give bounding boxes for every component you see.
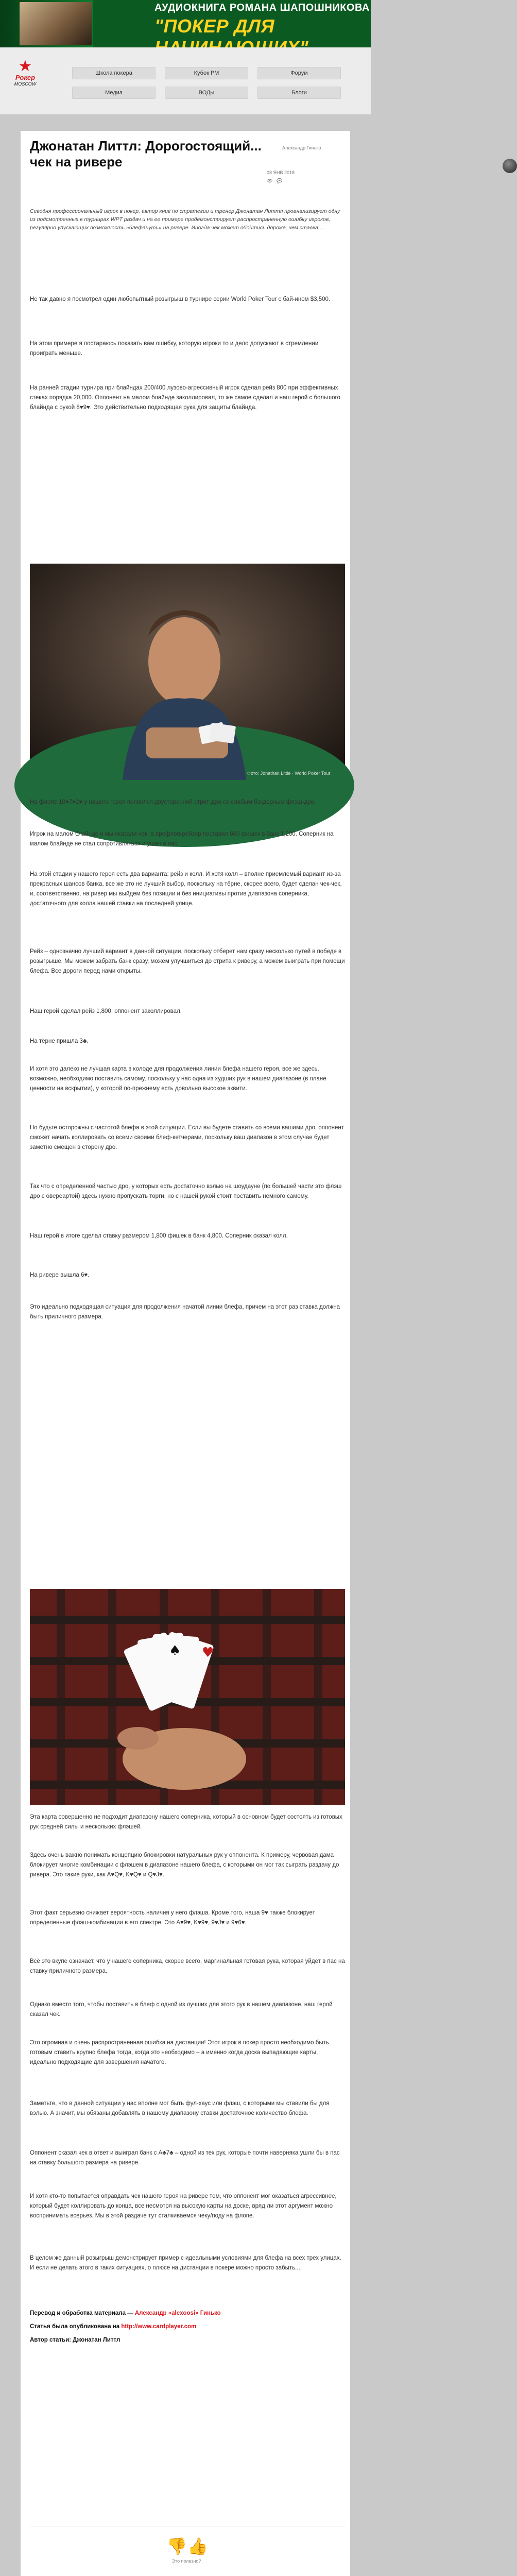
photo-cards-in-hand <box>30 1589 345 1805</box>
nav-blogs[interactable]: Блоги <box>257 87 341 99</box>
paragraph: Заметьте, что в данной ситуации у нас вполне мог быть фул-хаус или флэш, с которыми мы ставили бы для вэлью. А значит, мы обязаны добавлять в нашему диапазону ставки достаточное количество блефа. <box>30 2100 330 2116</box>
paragraph: На тёрне пришла 3♣. <box>30 1038 89 1044</box>
paragraph: И хотя кто-то попытается оправдать чек нашего героя на ривере тем, что оппонент мог оказаться агрессивнее, который будет коллировать до конца, все несмотря на высокую карты на доске, вряд ли этот аргумент можно воспринимать всерьез. Мы в этой раздаче тут сталкиваемся чеку/поду на флопе. <box>30 2193 337 2219</box>
banner-line1: АУДИОКНИГА РОМАНА ШАПОШНИКОВА <box>154 2 370 13</box>
site-header <box>0 47 371 114</box>
paragraph: Не так давно я посмотрел один любопытный розыгрыш в турнире серии World Poker Tour с бай-ином $3,500. <box>30 296 331 302</box>
paragraph: В целом же данный розыгрыш демонстрирует пример с идеальными условиями для блефа на всех трех улицах. И если не делать этого в таких ситуациях, о плюсе на дистанции в покере можно просто забыть.... <box>30 2255 341 2271</box>
vote-label: Это полезно? <box>171 2558 201 2564</box>
eye-icon: 👁 · 💬 <box>267 178 283 183</box>
paragraph: На ранней стадии турнира при блайндах 200/400 лузово-агрессивный игрок сделал рейз 800 при эффективных стеках порядка 20,000. Оппонент на малом блайнде заколлировал, то же самое сделал и наш герой с большого блайнда с рукой 8♥9♥. Это действительно подходящая рука для защиты блайнда. <box>30 385 340 411</box>
paragraph: Здесь очень важно понимать концепцию блокировки натуральных рук у оппонента. К примеру, червовая дама блокирует многие комбинации с флэшем в диапазоне нашего блефа, с которыми он мог так сыграть раздачу до ривера. Это такие руки, как A♥Q♥, K♥Q♥ и Q♥J♥. <box>30 1852 339 1878</box>
svg-text:♠: ♠ <box>169 1643 181 1658</box>
cards-photo-illustration <box>30 1589 345 1805</box>
source-link[interactable]: http://www.cardplayer.com <box>121 2324 197 2330</box>
paragraph: Оппонент сказал чек в ответ и выиграл банк с A♣7♣ – одной из тех рук, которые почти наверняка ушли бы в пас на ставку большого размера на ривере. <box>30 2150 340 2166</box>
banner-photo <box>20 2 92 45</box>
paragraph: Всё это вкупе означает, что у нашего соперника, скорее всего, маргинальная готовая рука, которая уйдет в пас на ставку приличного размера. <box>30 1958 345 1974</box>
paragraph: Наш герой сделал рейз 1,800, оппонент заколлировал. <box>30 1008 182 1014</box>
thumbs-up-icon[interactable]: 👍 <box>187 2537 209 2555</box>
paragraph: И хотя это далеко не лучшая карта в колоде для продолжения линии блефа нашего героя, все же здесь, возможно, необходимо поставить самому, поскольку у нас одна из худших рук в нашем диапазоне (в плане ценности на вскрытии), у которой по-прежнему есть довольно высокое эквити. <box>30 1066 326 1092</box>
translation-author-link[interactable]: Александр «alexoosi» Гинько <box>134 2310 221 2316</box>
nav-cup[interactable]: Кубок РМ <box>165 67 248 79</box>
published-label: Статья была опубликована на <box>30 2324 120 2330</box>
paragraph: Этот факт серьезно снижает вероятность наличия у него флэша. Кроме того, наша 9♥ также блокирует определенные флэш-комбинации в его спектре. Это A♥9♥, K♥9♥, 9♥J♥ и 9♥6♥. <box>30 1910 315 1926</box>
paragraph: Эта карта совершенно не подходит диапазону нашего соперника, который в основном будет состоять из готовых рук средней силы и нескольких флэшей. <box>30 1814 342 1830</box>
paragraph: Это идеально подходящая ситуация для продолжения начатой линии блефа, причем на этот раз ставка должна быть приличного размера. <box>30 1304 340 1320</box>
paragraph: Это огромная и очень распространенная ошибка на дистанции! Этот игрок в покер просто необходимо быть готовым ставить крупно блефа тогда, когда это необходимо – а именно когда доска выпадающие карты, идеально подходящие для завершения начатого. <box>30 2040 329 2065</box>
nav-media[interactable]: Медиа <box>72 87 156 99</box>
article-lead: Сегодня профессиональный игрок в покер, автор книг по стратегии и тренер Джонатан Литтл проанализирует одну из подсмотренных в турнирах WPT раздач и на ее примере продемонстрирует распространенную ошибку игроков, регулярно упускающих возможность «блефануть» на ривере. Иногда чек может обойтись дороже, чем ставка.... <box>30 208 340 231</box>
paragraph: На этой стадии у нашего героя есть два варианта: рейз и колл. И хотя колл – вполне приемлемый вариант из-за прекрасных шансов банка, все же это не лучший выбор, поскольку на тёрне, скорее всего, будет сделан чек-чек, и, соответственно, на ривер мы выйдем без позиции и без инициативы против диапазона соперника, достаточного для колла нашей ставки на последней улице. <box>30 871 342 907</box>
translation-credit <box>30 2310 221 2316</box>
article-title: Джонатан Литтл: Дорогостоящий... чек на ривере <box>30 138 262 170</box>
star-icon: ★ <box>18 58 32 75</box>
logo-name: Рокер <box>15 74 36 81</box>
translation-label: Перевод и обработка материала — <box>30 2310 133 2316</box>
top-banner[interactable] <box>0 0 371 47</box>
paragraph: На флопе 10♥7♥2♥ у нашего героя появился двусторонний стрит-дро со слабым бэкдорным флэш-дро. <box>30 799 316 805</box>
paragraph: Рейз – однозначно лучший вариант в данной ситуации, поскольку отберет нам сразу несколько путей в победе в розыгрыше. Мы можем забрать банк сразу, можем улучшиться до стрита к риверу, а можем выиграть при помощи блефа. Все дороги перед нами открыты. <box>30 948 345 974</box>
paragraph: На этом примере я постараюсь показать вам ошибку, которую игроки то и дело допускают в стремлении проиграть меньше. <box>30 341 319 357</box>
thumbs-down-icon[interactable]: 👎 <box>166 2537 187 2555</box>
author-name[interactable]: Александр Гинько <box>282 145 321 150</box>
paragraph: Игрок на малом блайнде и мы сказали чек, а префлоп-рейзер поставил 600 фишек в банк 1,200. Соперник на малом блайнде не стал сопротивляться и ушел в пас. <box>30 831 334 847</box>
nav-forum[interactable]: Форум <box>257 67 341 79</box>
banner-line2: "ПОКЕР ДЛЯ <box>154 15 275 37</box>
author-credit: Автор статьи: Джонатан Литтл <box>30 2337 120 2343</box>
paragraph: Наш герой в итоге сделал ставку размером 1,800 фишек в банк 4,800. Соперник сказал колл. <box>30 1233 288 1239</box>
photo-player-at-table <box>30 564 345 780</box>
paragraph: На ривере вышла 6♥. <box>30 1272 90 1278</box>
vote-block <box>156 2537 217 2564</box>
image1-caption: Фото: Jonathan Little · World Poker Tour <box>247 771 331 776</box>
paragraph: Но будьте осторожны с частотой блефа в этой ситуации. Если вы будете ставить со всеми вашими дро, оппонент сможет начать коллировать со всеми своими блеф-кетчерами, поскольку ваш диапазон в этом случае будет заметно смещен в сторону дро. <box>30 1125 344 1150</box>
svg-text:♥: ♥ <box>202 1645 214 1660</box>
avatar <box>503 159 517 173</box>
nav-vods[interactable]: ВОДы <box>165 87 248 99</box>
article-card <box>21 131 350 2576</box>
nav-school[interactable]: Школа покера <box>72 67 156 79</box>
post-date: 08 ЯНВ 2018 <box>267 170 295 175</box>
published-credit <box>30 2324 196 2330</box>
logo-city: MOSCOW <box>14 81 37 87</box>
player-photo-illustration <box>30 564 345 780</box>
paragraph: Однако вместо того, чтобы поставить в блеф с одной из лучших для этого рук в нашем диапазоне, наш герой сказал чек. <box>30 2002 333 2018</box>
paragraph: Так что с определенной частью дро, у которых есть достаточно вэлью на шоудауне (по большей части это флэш дро с овереартой) здесь нужно пропускать торги, но с нашей рукой стоит поставить немного самому. <box>30 1183 342 1199</box>
site-logo[interactable] <box>7 59 43 87</box>
